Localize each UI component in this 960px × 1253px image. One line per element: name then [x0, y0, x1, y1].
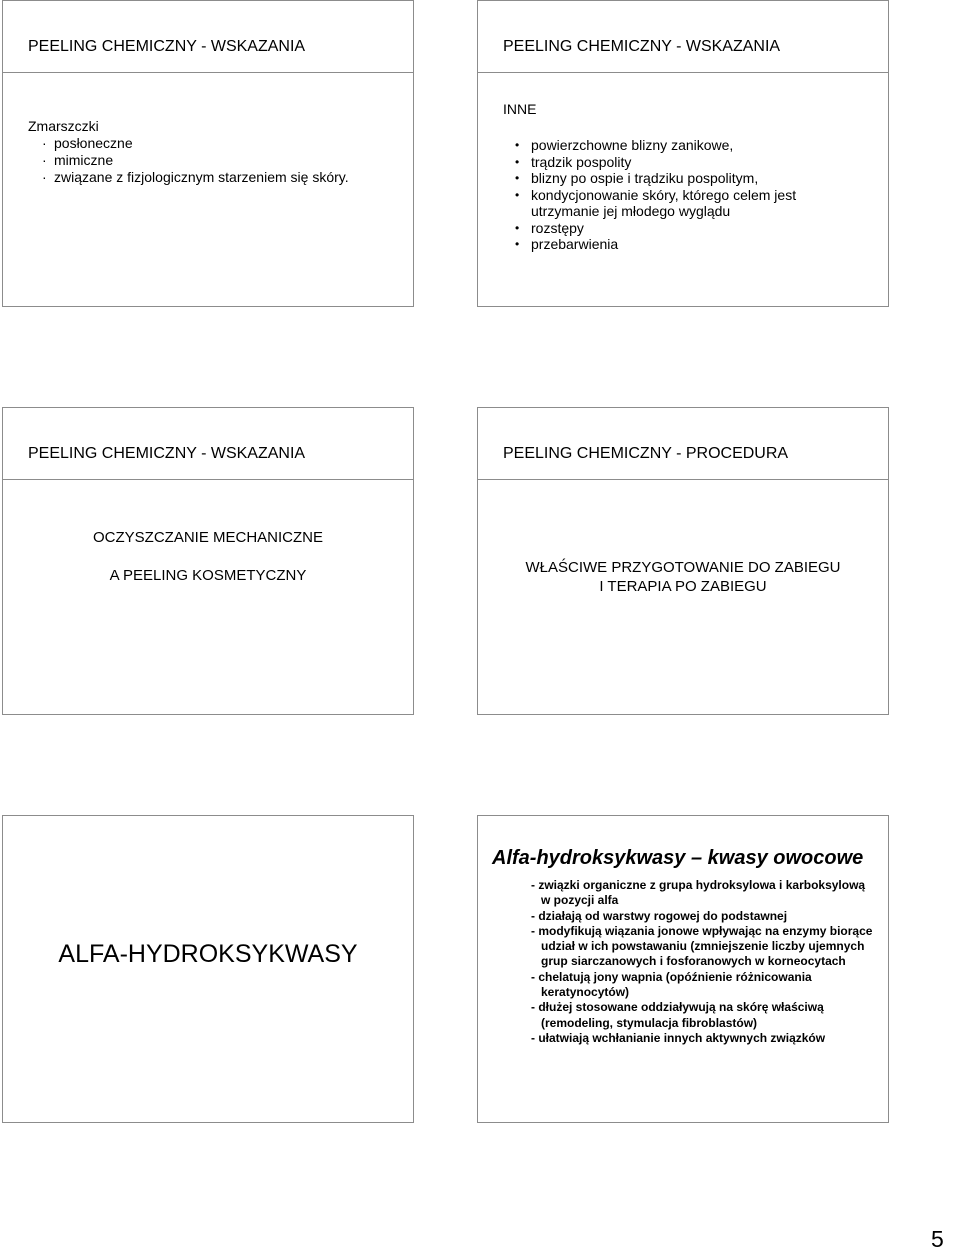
list-item: - chelatują jony wapnia (opóźnienie różnicowania keratynocytów) [531, 969, 812, 1000]
bullet-icon: • [515, 220, 520, 235]
slide-title-area [478, 1, 888, 73]
list-item: - modyfikują wiązania jonowe wpływając na enzymy biorące udział w ich powstawaniu (zmniejszenie liczby ujemnych grup siarczanowych i fosforanowych w korneocytach [531, 923, 873, 969]
list-item: - ułatwiają wchłanianie innych aktywnych związków [531, 1030, 826, 1045]
list-item: • kondycjonowanie skóry, którego celem jest utrzymanie jej młodego wyglądu [515, 186, 797, 219]
bullet-list [531, 878, 876, 1046]
slide-title-area [3, 408, 413, 480]
body-line: I TERAPIA PO ZABIEGU [599, 578, 767, 595]
list-item: - związki organiczne z grupa hydroksylowa i karboksylową w pozycji alfa [531, 878, 866, 908]
bullet-icon: • [515, 187, 520, 202]
list-item: - działają od warstwy rogowej do podstawnej [531, 908, 788, 923]
slide-title: PEELING CHEMICZNY - WSKAZANIA [28, 445, 306, 462]
page-number: 5 [931, 1226, 944, 1252]
list-item: - dłużej stosowane oddziaływują na skórę właściwą (remodeling, stymulacja fibroblastów) [531, 1000, 824, 1030]
list-item: · mimiczne [42, 152, 114, 168]
bullet-icon: • [515, 154, 520, 169]
bullet-icon: • [515, 237, 520, 251]
body-line: WŁAŚCIWE PRZYGOTOWANIE DO ZABIEGU [525, 559, 841, 576]
slide-1 [2, 0, 414, 307]
slide-title: PEELING CHEMICZNY - PROCEDURA [503, 445, 789, 462]
body-line: OCZYSZCZANIE MECHANICZNE [92, 529, 323, 546]
list-item: • blizny po ospie i trądziku pospolitym, [515, 170, 759, 186]
slide-2 [477, 0, 889, 307]
dot-bullet-icon: · [42, 135, 47, 151]
slide-title-area [478, 408, 888, 480]
slide-title: PEELING CHEMICZNY - WSKAZANIA [28, 38, 306, 55]
bullet-list [515, 137, 851, 253]
slide-5 [2, 815, 414, 1123]
list-item: • przebarwienia [515, 236, 619, 252]
dot-bullet-icon: · [42, 152, 47, 168]
list-heading: INNE [503, 101, 537, 117]
slide-title: PEELING CHEMICZNY - WSKAZANIA [503, 38, 781, 55]
slide-3 [2, 407, 414, 715]
list-item: · posłoneczne [42, 135, 133, 151]
bullet-icon: • [515, 138, 520, 152]
list-item: · związane z fizjologicznym starzeniem się skóry. [42, 169, 349, 185]
slide-6 [477, 815, 889, 1123]
list-item: • rozstępy [515, 219, 584, 236]
bullet-icon: • [515, 171, 520, 185]
list-item: • trądzik pospolity [515, 153, 632, 170]
slide-4 [477, 407, 889, 715]
dot-bullet-icon: · [42, 169, 47, 185]
slide-title: ALFA-HYDROKSYKWASY [58, 940, 358, 968]
list-item: • powierzchowne blizny zanikowe, [515, 137, 734, 153]
slide-body [28, 118, 349, 186]
list-heading: Zmarszczki [28, 118, 99, 134]
slide-title: Alfa-hydroksykwasy – kwasy owocowe [492, 847, 864, 869]
slide-title-area [3, 1, 413, 73]
body-line: A PEELING KOSMETYCZNY [109, 567, 307, 584]
